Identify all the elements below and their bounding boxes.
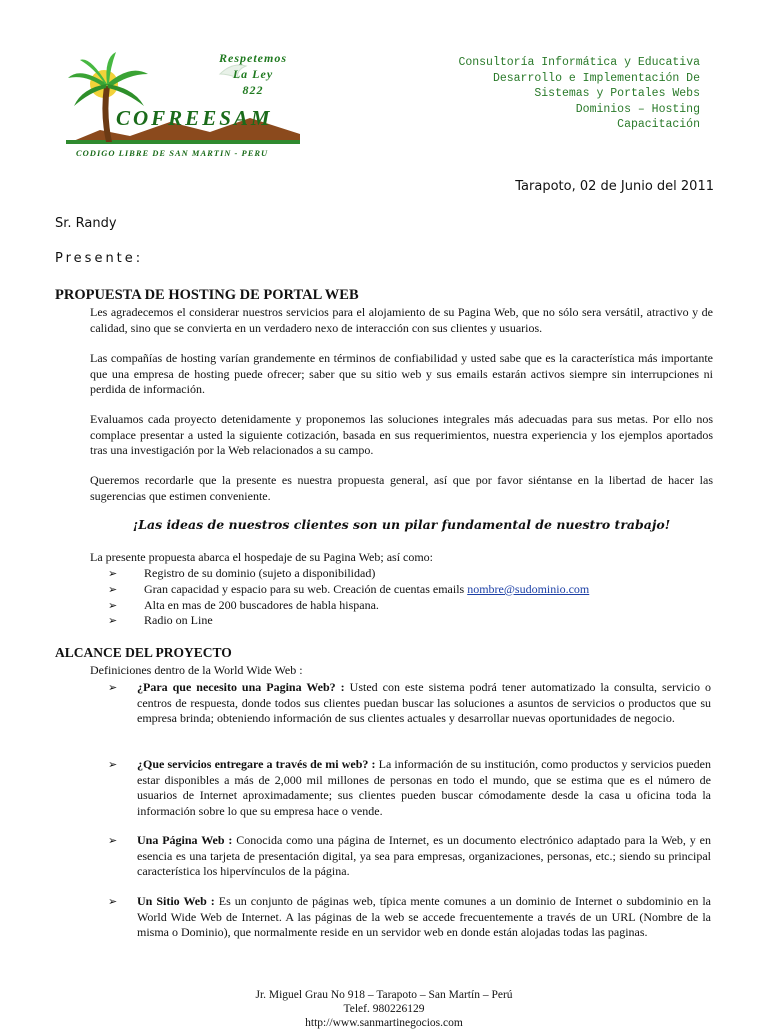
email-link[interactable]: nombre@sudominio.com <box>467 581 590 596</box>
definition-term: ¿Para que necesito una Pagina Web? : <box>137 680 345 694</box>
footer-address: Jr. Miguel Grau No 918 – Tarapoto – San Martín – Perú <box>255 989 513 1001</box>
arrow-bullet-icon: ➢ <box>108 758 118 771</box>
service-line: Capacitación <box>617 118 700 131</box>
cofreesam-logo <box>60 44 310 169</box>
service-bullet-list <box>108 566 718 629</box>
definition-text: Usted con este sistema podrá tener automatizado la consulta, servicio o centros de respuesta, donde todos sus clientes puedan buscar las soluciones a asuntos de servicios o productos que su empresa brinda; obteniendo información de sus clientes actuales y desarrollar nuevas oportunidades de negocio. <box>137 680 711 725</box>
definition-term: ¿Que servicios entregare a través de mi web? : <box>137 757 376 771</box>
list-item: ➢ Registro de su dominio (sujeto a disponibilidad) <box>108 566 376 580</box>
arrow-bullet-icon: ➢ <box>108 614 118 628</box>
arrow-bullet-icon: ➢ <box>108 598 118 612</box>
list-item: ➢ Alta en mas de 200 buscadores de habla hispana. <box>108 597 379 612</box>
definition-text: Conocida como una página de Internet, es un documento electrónico adaptado para la Web, y en esencia es una tarjeta de presentación digital, ya sea para empresas, organizaciones, personas, etc.; siendo su principal característica los hipervínculos de la página. <box>137 833 711 878</box>
letter-date: Tarapoto, 02 de Junio del 2011 <box>515 179 714 194</box>
logo-name: COFREESAM <box>116 106 273 130</box>
service-line: Dominios – Hosting <box>575 102 700 116</box>
footer-phone: Telef. 980226129 <box>343 1003 425 1015</box>
proposal-title: PROPUESTA DE HOSTING DE PORTAL WEB <box>55 287 359 303</box>
definition-text: La información de su institución, como productos y servicios pueden estar disponibles a más de 2,000 mil millones de personas en todo el mundo, que se estima que es el número de usuarios de Internet aproximadamente; sus clientes pueden buscar cómodamente desde la casa u oficina toda la información sobre lo que su empresa hace o vende. <box>137 757 712 818</box>
definition-term: Un Sitio Web : <box>137 894 215 908</box>
arrow-bullet-icon: ➢ <box>108 681 118 694</box>
scope-intro: Definiciones dentro de la World Wide Web : <box>90 663 303 677</box>
arrow-bullet-icon: ➢ <box>108 567 118 580</box>
scope-title: ALCANCE DEL PROYECTO <box>55 645 232 660</box>
paragraph: Las compañías de hosting varían grandemente en términos de confiabilidad y usted sabe que es la característica más importante que una empresa de hosting puede ofrecer; saber que su sitio web y sus emails estarán activos siempre sin interrupciones ni perdida de información. <box>90 351 713 396</box>
logo-subtitle: CODIGO LIBRE DE SAN MARTIN - PERU <box>76 148 269 158</box>
paragraph: Queremos recordarle que la presente es nuestra propuesta general, así que por favor siéntanse en la libertad de hacer las sugerencias que estimen conveniente. <box>90 473 713 503</box>
services-list <box>458 55 700 133</box>
service-line: Consultoría Informática y Educativa <box>458 56 700 69</box>
recipient: Sr. Randy <box>55 216 117 231</box>
service-line: Desarrollo e Implementación De <box>492 71 700 85</box>
definition-item <box>108 833 711 880</box>
definition-item <box>108 757 711 819</box>
footer-web: http://www.sanmartinegocios.com <box>305 1017 463 1029</box>
list-item: ➢ Radio on Line <box>108 613 213 628</box>
definition-item <box>108 680 711 727</box>
definition-item <box>108 894 711 941</box>
arrow-bullet-icon: ➢ <box>108 582 118 596</box>
company-motto: ¡Las ideas de nuestros clientes son un pilar fundamental de nuestro trabajo! <box>132 517 671 532</box>
definition-text: Es un conjunto de páginas web, típica mente comunes a un dominio de Internet o subdominio en la World Wide Web de Internet. A las páginas de la web se accede frecuentemente a través de un URL (Nombre de la misma o Dominio), que normalmente reside en un servidor web en donde están alojadas todas las paginas. <box>137 894 711 939</box>
salutation: Presente: <box>55 251 144 266</box>
list-intro: La presente propuesta abarca el hospedaje de su Pagina Web; así como: <box>90 550 434 564</box>
arrow-bullet-icon: ➢ <box>108 834 118 847</box>
paragraph: Evaluamos cada proyecto detenidamente y proponemos las soluciones integrales más adecuadas para sus metas. Por ello nos complace presentar a usted la siguiente cotización, basada en sus requerimientos, nuestra experiencia y los ejemplos aportados tras una investigación por la Web relacionados a su campo. <box>90 412 713 457</box>
list-item: ➢ Gran capacidad y espacio para su web. Creación de cuentas emails nombre@sudominio.com <box>108 581 590 596</box>
service-line: Sistemas y Portales Webs <box>534 87 700 100</box>
paragraph: Les agradecemos el considerar nuestros servicios para el alojamiento de su Pagina Web, que no sólo sera versátil, atractivo y de calidad, sino que se convierta en un verdadero nexo de interacción con sus clientes y usuarios. <box>90 305 713 335</box>
arrow-bullet-icon: ➢ <box>108 895 118 908</box>
logo-motto: Respetemos La Ley 822 <box>219 51 287 97</box>
definition-term: Una Página Web : <box>137 833 233 847</box>
